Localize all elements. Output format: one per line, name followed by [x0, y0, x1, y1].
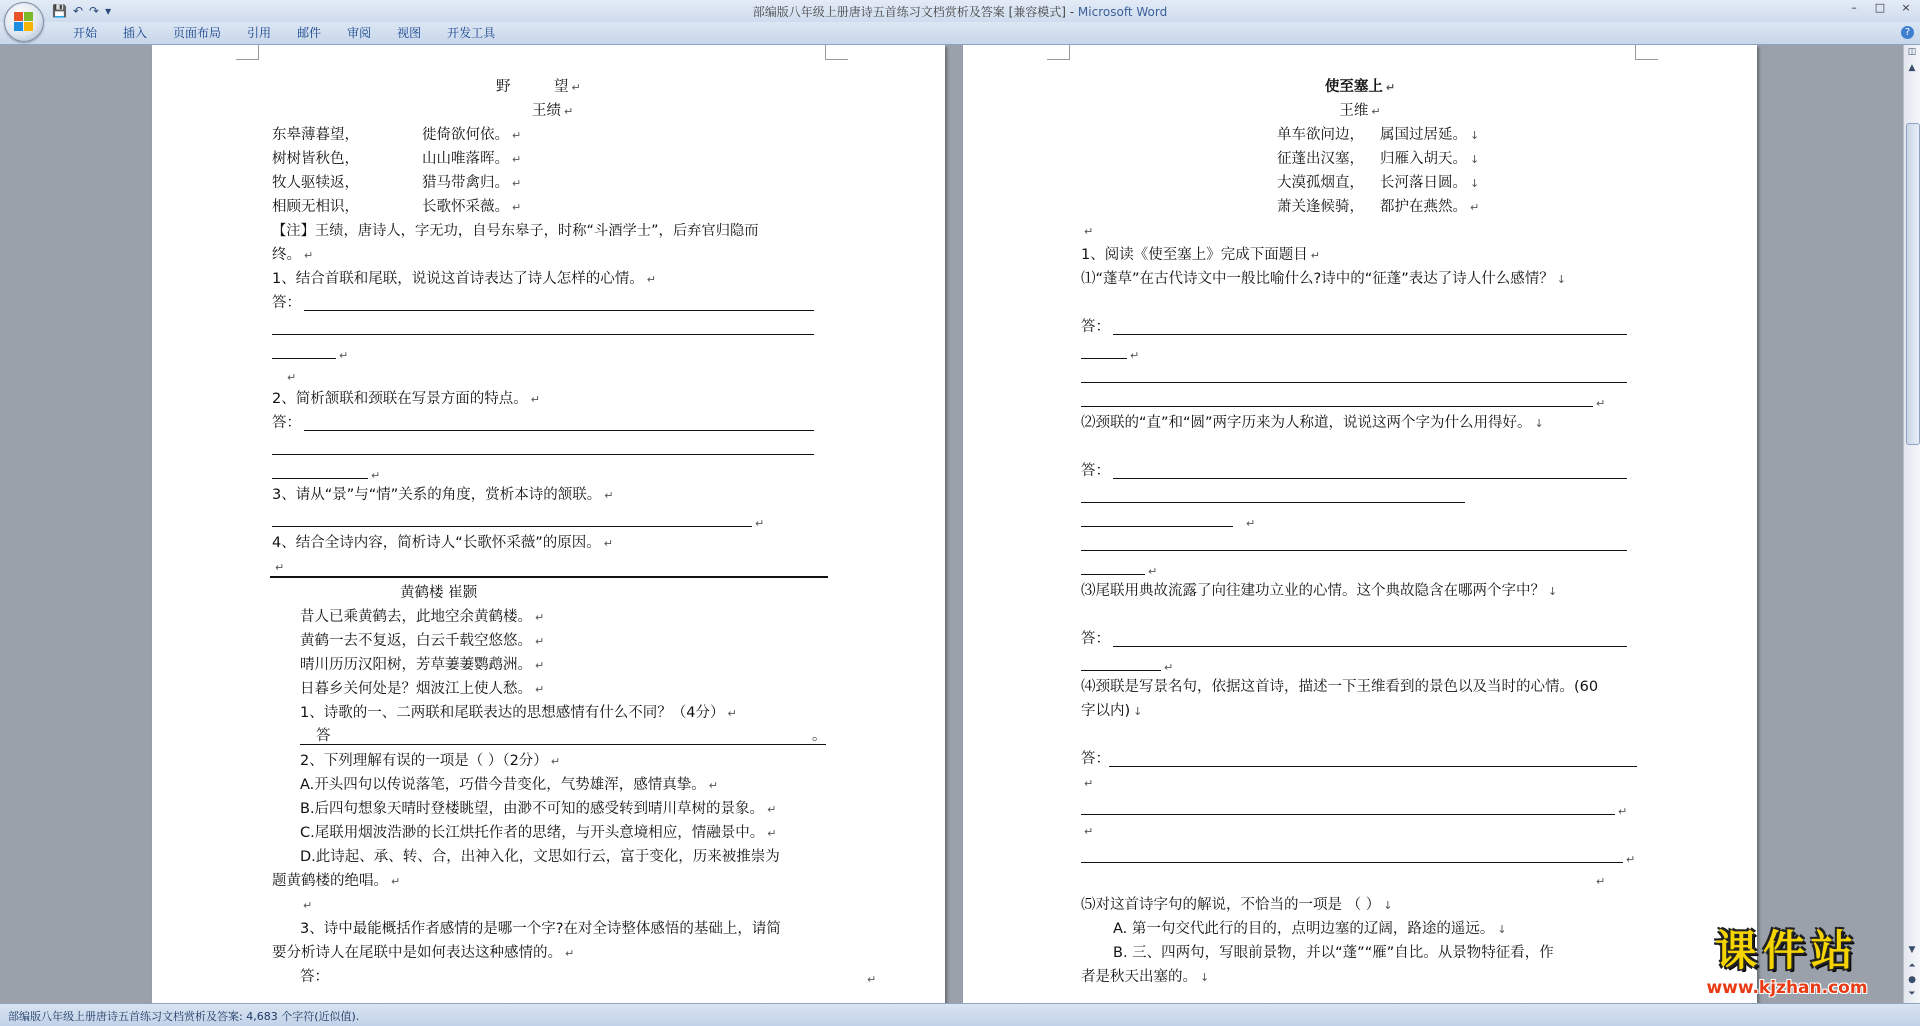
vertical-scrollbar[interactable] — [1903, 45, 1920, 1003]
answer-line[interactable] — [1081, 406, 1593, 407]
paragraph-mark: ↵ — [371, 469, 381, 482]
tab-insert[interactable]: 插入 — [123, 26, 148, 40]
ribbon-tabs — [60, 26, 508, 40]
answer-line[interactable] — [272, 334, 814, 335]
option-a: A. 第一句交代此行的目的，点明边塞的辽阔，路途的遥远。 ↓ — [1113, 921, 1507, 937]
tab-references[interactable]: 引用 — [247, 26, 272, 40]
paragraph-mark: ↵ — [755, 517, 765, 530]
help-icon[interactable]: ? — [1901, 26, 1914, 39]
poem-line: 山山唯落晖。 ↵ — [422, 151, 522, 167]
answer-line[interactable] — [1081, 670, 1161, 671]
question-4: ⑷颈联是写景名句，依据这首诗，描述一下王维看到的景色以及当时的心情。(60 — [1081, 679, 1599, 695]
scroll-up-icon[interactable]: ▲ — [1908, 63, 1916, 73]
answer-line[interactable] — [1081, 502, 1465, 503]
window-title — [0, 3, 1920, 20]
paragraph-mark: ↵ — [1596, 875, 1606, 888]
poem-line: 归雁入胡天。 ↓ — [1380, 151, 1480, 167]
paragraph-mark: ↵ — [303, 899, 313, 912]
section-divider — [270, 576, 828, 578]
answer-line[interactable] — [304, 310, 814, 311]
answer-line[interactable] — [272, 478, 368, 479]
page-left[interactable] — [152, 45, 945, 1003]
margin-corner — [1635, 45, 1658, 60]
status-text: 部编版八年级上册唐诗五首练习文档赏析及答案: 4,683 个字符(近似值). — [8, 1010, 360, 1023]
answer-label: 答： — [272, 295, 301, 311]
poem-line: 徙倚欲何依。 ↵ — [422, 127, 522, 143]
poem2-question-3-cont: 要分析诗人在尾联中是如何表达这种感情的。 ↵ — [272, 945, 575, 961]
paragraph-mark: ↵ — [339, 349, 349, 362]
answer-label: 答 — [316, 728, 331, 744]
minimize-button[interactable]: – — [1851, 1, 1857, 14]
answer-line[interactable] — [300, 744, 826, 745]
option-d-cont: 题黄鹤楼的绝唱。 ↵ — [272, 873, 401, 889]
watermark-text: 课件站 — [1714, 926, 1859, 975]
poem2-line: 日暮乡关何处是？烟波江上使人愁。 ↵ — [300, 681, 545, 697]
reading-intro: 1、阅读《使至塞上》完成下面题目 ↵ — [1081, 247, 1320, 263]
question-3: ⑶尾联用典故流露了向往建功立业的心情。这个典故隐含在哪两个字中？ ↓ — [1081, 583, 1558, 599]
answer-label: 答： — [1081, 631, 1110, 647]
poem-title: 使至塞上 ↵ — [1324, 79, 1396, 95]
tab-review[interactable]: 审阅 — [347, 26, 372, 40]
answer-line[interactable] — [1113, 478, 1627, 479]
answer-line[interactable] — [1109, 766, 1637, 767]
poem-line: 征蓬出汉塞， — [1277, 151, 1364, 167]
poem2-title: 黄鹤楼 崔颢 — [400, 585, 478, 601]
option-c: C.尾联用烟波浩渺的长江烘托作者的思绪，与开头意境相应，情融景中。 ↵ — [300, 825, 777, 841]
window-controls — [1846, 1, 1914, 14]
undo-icon[interactable]: ↶ — [72, 4, 84, 18]
answer-line[interactable] — [272, 454, 814, 455]
paragraph-mark: ↵ — [867, 973, 877, 986]
answer-label: 答： — [272, 415, 301, 431]
option-d: D.此诗起、承、转、合，出神入化，文思如行云，富于变化，历来被推崇为 — [300, 849, 780, 865]
answer-label: 答： — [1081, 319, 1110, 335]
answer-label: 答： — [1081, 463, 1110, 479]
answer-line[interactable] — [1081, 814, 1615, 815]
office-logo-icon — [14, 12, 34, 32]
poem-line: 萧关逢候骑， — [1277, 199, 1364, 215]
question-1: 1、结合首联和尾联，说说这首诗表达了诗人怎样的心情。 ↵ — [272, 271, 656, 287]
question-2: 2、简析颔联和颈联在写景方面的特点。 ↵ — [272, 391, 540, 407]
tab-mailings[interactable]: 邮件 — [297, 26, 322, 40]
poem-line: 相顾无相识， — [272, 199, 359, 215]
answer-label: 答： — [300, 969, 329, 985]
poem-line: 单车欲问边， — [1277, 127, 1364, 143]
answer-end: 。 — [812, 728, 827, 744]
poem-line: 长河落日圆。 ↓ — [1380, 175, 1480, 191]
document-title: 部编版八年级上册唐诗五首练习文档赏析及答案 [兼容模式] - — [752, 5, 1078, 19]
poem-line: 长歌怀采薇。 ↵ — [422, 199, 522, 215]
margin-corner — [1047, 45, 1070, 60]
poem-line: 东皋薄暮望， — [272, 127, 359, 143]
poem2-question-1: 1、诗歌的一、二两联和尾联表达的思想感情有什么不同？（4分） ↵ — [300, 705, 737, 721]
watermark-logo — [1672, 925, 1902, 1005]
answer-line[interactable] — [1081, 382, 1627, 383]
margin-corner — [825, 45, 848, 60]
answer-line[interactable] — [1081, 862, 1623, 863]
tab-developer[interactable]: 开发工具 — [447, 26, 496, 40]
question-3: 3、请从“景”与“情”关系的角度，赏析本诗的颔联。 ↵ — [272, 487, 614, 503]
margin-corner — [236, 45, 259, 60]
answer-line[interactable] — [1081, 526, 1233, 527]
answer-label: 答： — [1081, 751, 1110, 767]
answer-line[interactable] — [304, 430, 814, 431]
paragraph-mark: ↵ — [1246, 517, 1256, 530]
question-2: ⑵颈联的“直”和“圆”两字历来为人称道，说说这两个字为什么用得好。 ↓ — [1081, 415, 1544, 431]
answer-line[interactable] — [272, 358, 336, 359]
tab-home[interactable]: 开始 — [73, 26, 98, 40]
option-a: A.开头四句以传说落笔，巧借今昔变化，气势雄浑，感情真挚。 ↵ — [300, 777, 718, 793]
paragraph-mark: ↵ — [1148, 565, 1158, 578]
ribbon — [0, 22, 1920, 45]
paragraph-mark: ↵ — [1084, 777, 1094, 790]
previous-page-icon[interactable]: ⏶ — [1908, 961, 1916, 971]
paragraph-mark: ↵ — [275, 561, 285, 574]
poem-author: 王绩 ↵ — [532, 103, 574, 119]
question-5: ⑸对这首诗字句的解说，不恰当的一项是 （ ） ↓ — [1081, 897, 1393, 913]
question-1: ⑴“蓬草”在古代诗文中一般比喻什么?诗中的“征蓬”表达了诗人什么感情？ ↓ — [1081, 271, 1566, 287]
answer-line[interactable] — [1113, 334, 1627, 335]
app-name: Microsoft Word — [1077, 5, 1168, 19]
answer-line[interactable] — [1081, 574, 1145, 575]
poem2-line: 黄鹤一去不复返，白云千载空悠悠。 ↵ — [300, 633, 545, 649]
option-b: B.后四句想象天晴时登楼眺望，由渺不可知的感受转到晴川草树的景象。 ↵ — [300, 801, 777, 817]
answer-line[interactable] — [1113, 646, 1627, 647]
paragraph-mark: ↵ — [1596, 397, 1606, 410]
redo-icon[interactable]: ↷ — [89, 4, 100, 18]
scroll-thumb[interactable] — [1906, 123, 1920, 445]
poem-title: 野 望 ↵ — [496, 79, 581, 95]
paragraph-mark: ↵ — [1084, 825, 1094, 838]
paragraph-mark: ↵ — [1626, 853, 1636, 866]
poem2-question-2: 2、下列理解有误的一项是（ ）（2分） ↵ — [300, 753, 561, 769]
option-b-cont: 者是秋天出塞的。 ↓ — [1081, 969, 1210, 985]
next-page-icon[interactable]: ⏷ — [1908, 989, 1916, 999]
poem2-question-3: 3、诗中最能概括作者感情的是哪一个字?在对全诗整体感悟的基础上，请简 — [300, 921, 781, 937]
poem-line: 都护在燕然。 ↵ — [1380, 199, 1480, 215]
poem-line: 大漠孤烟直， — [1277, 175, 1364, 191]
question-4: 4、结合全诗内容，简析诗人“长歌怀采薇”的原因。 ↵ — [272, 535, 613, 551]
answer-line[interactable] — [1081, 550, 1627, 551]
browse-object-icon[interactable]: ● — [1908, 975, 1916, 985]
paragraph-mark: ↵ — [1164, 661, 1174, 674]
option-b: B. 三、四两句，写眼前景物，并以“蓬”“雁”自比。从景物特征看，作 — [1113, 945, 1554, 961]
poem2-line: 晴川历历汉阳树，芳草萋萋鹦鹉洲。 ↵ — [300, 657, 545, 673]
page-right[interactable] — [963, 45, 1757, 1003]
note-text: 终。 ↵ — [272, 247, 314, 263]
paragraph-mark: ↵ — [1130, 349, 1140, 362]
tab-page-layout[interactable]: 页面布局 — [173, 26, 222, 40]
poem-line: 猎马带禽归。 ↵ — [422, 175, 522, 191]
customize-qat-icon[interactable]: ▾ — [105, 4, 112, 18]
maximize-button[interactable]: □ — [1874, 1, 1886, 14]
poem2-line: 昔人已乘黄鹤去，此地空余黄鹤楼。 ↵ — [300, 609, 545, 625]
title-bar — [0, 0, 1920, 22]
paragraph-mark: ↵ — [1084, 225, 1094, 238]
ruler-toggle-icon[interactable]: ◫ — [1907, 47, 1917, 57]
save-icon[interactable]: 💾 — [52, 4, 67, 18]
watermark-url: www.kjzhan.com — [1706, 978, 1868, 998]
close-button[interactable]: × — [1901, 1, 1911, 14]
paragraph-mark: ↵ — [1618, 805, 1628, 818]
office-button[interactable] — [4, 2, 44, 42]
poem-line: 树树皆秋色， — [272, 151, 359, 167]
poem-author: 王维 ↵ — [1339, 103, 1381, 119]
scroll-down-icon[interactable]: ▼ — [1908, 945, 1916, 955]
document-workspace — [0, 45, 1904, 1003]
note-text: 【注】王绩，唐诗人，字无功，自号东皋子，时称“斗酒学士”，后弃官归隐而 — [272, 223, 759, 239]
question-4-cont: 字以内) ↓ — [1081, 703, 1143, 719]
answer-line[interactable] — [272, 526, 752, 527]
tab-view[interactable]: 视图 — [397, 26, 422, 40]
paragraph-mark: ↵ — [287, 371, 297, 384]
status-bar — [0, 1003, 1920, 1026]
poem-line: 属国过居延。 ↓ — [1380, 127, 1480, 143]
poem-line: 牧人驱犊返， — [272, 175, 359, 191]
answer-line[interactable] — [1081, 358, 1127, 359]
